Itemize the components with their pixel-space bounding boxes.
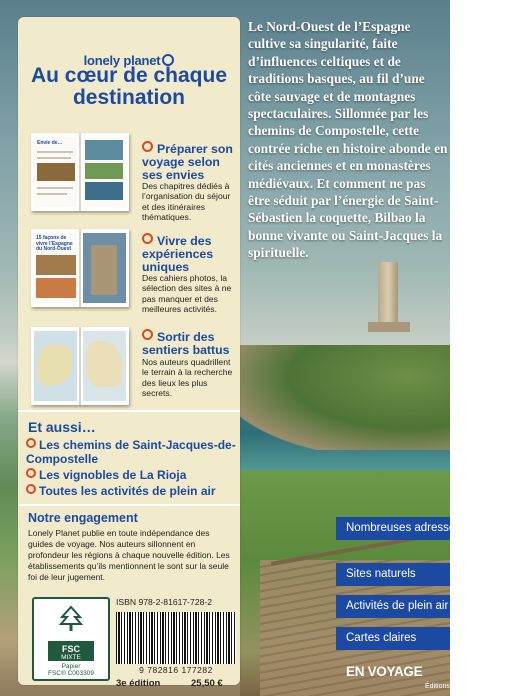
fsc-mixte: MIXTE (61, 654, 81, 661)
thumbnail-photo (36, 255, 76, 275)
feature-title: Vivre des expériences uniques (142, 234, 214, 274)
cathedral-photo (91, 245, 117, 295)
book-spread-thumbnail (31, 133, 129, 211)
feature-description: Nos auteurs quadrillent le terrain à la recherche des lieux les plus secrets. (142, 357, 233, 398)
thumbnail-photo (85, 140, 123, 160)
barcode (116, 612, 236, 664)
publisher-label: Éditions (425, 683, 450, 690)
bullet-icon (142, 141, 153, 152)
aussi-item: Les vignobles de La Rioja (26, 468, 238, 482)
fsc-tree-icon (58, 605, 84, 633)
thumbnail-heading: 15 façons de vivre l’Espagne du Nord-Ouest (36, 235, 73, 252)
aussi-heading: Et aussi… (28, 419, 96, 435)
feature-description: Des cahiers photos, la sélection des sites à ne pas manquer et des meilleures activités. (142, 273, 232, 314)
book-spread-thumbnail (31, 229, 129, 307)
isbn-label: ISBN 978-2-81617-728-2 (116, 597, 213, 607)
feature-title: Sortir des sentiers battus (142, 330, 230, 357)
tag-sites: Sites naturels (336, 563, 450, 586)
aussi-item: Toutes les activités de plein air (26, 484, 238, 498)
feature-experiences (18, 229, 240, 321)
feature-description: Des chapitres dédiés à l’organisation du séjour et des itinéraires thématiques. (142, 181, 231, 222)
map-thumbnail (38, 345, 72, 385)
thumbnail-heading: Envie de… (37, 140, 63, 146)
thumbnail-photo (37, 163, 75, 181)
section-divider (18, 504, 240, 506)
fsc-code: FSC® C003309 (48, 670, 94, 677)
feature-title: Préparer son voyage selon ses envies (142, 142, 233, 182)
panel-title: Au cœur de chaque destination (30, 64, 228, 109)
aussi-item: Les chemins de Saint-Jacques-de-Compostelle (26, 438, 236, 466)
fsc-papier: Papier (61, 663, 81, 670)
edition-label: 3e édition (116, 678, 161, 689)
bullet-icon (26, 484, 36, 494)
book-spread-thumbnail (31, 327, 129, 405)
bullet-icon (142, 329, 153, 340)
bullet-icon (26, 468, 36, 478)
tag-adresses: Nombreuses adresses exclusives (336, 517, 450, 540)
map-thumbnail (86, 341, 122, 387)
lighthouse-tower (378, 262, 398, 330)
info-panel (18, 17, 240, 689)
feature-off-track (18, 327, 240, 419)
brand-name: lonely planet (83, 53, 161, 68)
fsc-label: FSC (62, 644, 80, 654)
thumbnail-photo (36, 278, 76, 298)
engagement-text: Lonely Planet publie en toute indépendance des guides de voyage. Nos auteurs sillonnent en profondeur les régions à chaque nouvelle édition. Les établissements qu’ils mentionnent le sont sur la seule foi de leur jugement. (28, 528, 230, 582)
lighthouse-base (368, 322, 410, 332)
feature-plan (18, 133, 240, 225)
section-divider (18, 410, 240, 412)
barcode-number: 9 782816 177282 (139, 665, 213, 675)
fsc-logo (32, 597, 110, 681)
series-logo: EN VOYAGE (346, 664, 423, 679)
bullet-icon (142, 233, 153, 244)
tag-activites: Activités de plein air (336, 595, 450, 618)
price-label: 25,50 € (191, 678, 223, 689)
tag-cartes: Cartes claires (336, 627, 450, 650)
cliff-photo (240, 345, 450, 450)
thumbnail-photo (85, 163, 123, 179)
bullet-icon (26, 438, 36, 448)
thumbnail-photo (85, 182, 123, 200)
cover-blurb: Le Nord-Ouest de l’Espagne cultive sa singularité, faite d’influences celtiques et de traditions basques, au fil d’une côte sauvage et de montagnes spectaculaires. Sillonnée par les chemins de Compostelle, cette contrée riche en histoire abonde en cités anciennes et en monastères médiévaux. Et comment ne pas être séduit par l’énergie de Saint-Sébastien la coquette, Bilbao la bonne vivante ou Saint-Jacques la spirituelle. (248, 19, 448, 261)
engagement-heading: Notre engagement (28, 511, 138, 525)
